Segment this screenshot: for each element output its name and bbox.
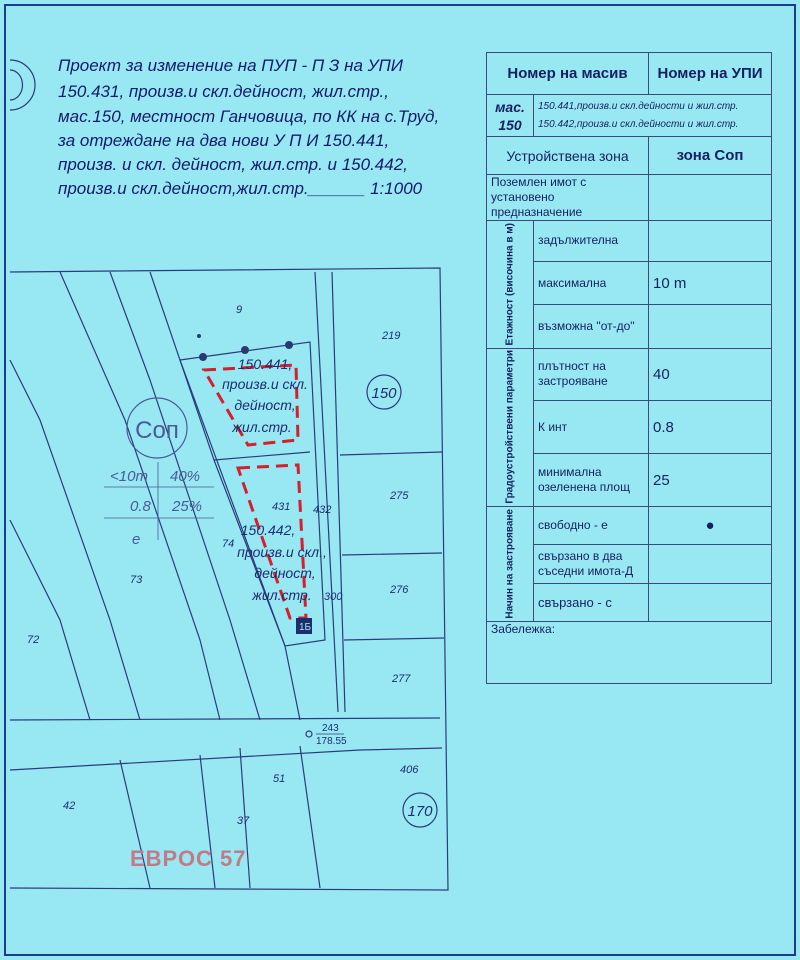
floors-max-label: максимална <box>534 261 649 304</box>
zone-density: 40% <box>170 468 201 485</box>
massif-150-label: 150 <box>371 385 397 402</box>
green-label: минимална озеленена площ <box>534 454 649 507</box>
parcel-73: 73 <box>130 574 143 586</box>
parcel-72: 72 <box>27 634 40 646</box>
parcel-37: 37 <box>237 815 250 827</box>
massif-cell <box>487 95 534 137</box>
parcel-74: 74 <box>222 538 235 550</box>
map-border <box>10 268 448 890</box>
parameters-table <box>486 52 772 684</box>
boundary-point <box>285 341 293 349</box>
note-cell: Забележка: <box>487 621 772 683</box>
plot-441-label-1: 150.441, <box>237 356 293 372</box>
title-line-5: произв. и скл. дейност, жил.стр. и 150.442, <box>58 155 408 174</box>
density-value: 40 <box>649 348 772 401</box>
method-linked-label: свързано - с <box>534 583 649 621</box>
plot-441-label-2: произв.и скл. <box>222 376 308 392</box>
title-line-2: 150.431, произв.и скл.дейност, жил.стр., <box>58 82 389 101</box>
col-array-header: Номер на масив <box>487 53 649 95</box>
plot-441-label-3: дейност, <box>234 397 296 413</box>
parcel-9: 9 <box>236 304 243 316</box>
green-value: 25 <box>649 454 772 507</box>
land-purpose-value <box>649 175 772 221</box>
plot-442-label-2: произв.и скл., <box>237 544 327 560</box>
parcel-219: 219 <box>382 330 401 342</box>
road-upper-edge <box>10 718 440 720</box>
col-upi-header: Номер на УПИ <box>649 53 772 95</box>
floors-mandatory-value <box>649 221 772 262</box>
elevation-number: 243 <box>322 723 339 734</box>
floors-range-value <box>649 305 772 348</box>
title-line-4: за отреждане на два нови У П И 150.441, <box>58 131 390 150</box>
method-linked-value <box>649 583 772 621</box>
boundary-point <box>197 334 201 338</box>
title-line-6: произв.и скл.дейност,жил.стр.______ 1:1000 <box>58 179 423 198</box>
svg-text:1Б: 1Б <box>299 622 312 633</box>
zone-method: е <box>132 531 141 548</box>
kint-value: 0.8 <box>649 401 772 454</box>
group-floors: Етажност (височина в м) <box>487 221 534 349</box>
plot-442-label-3: дейност, <box>254 565 316 581</box>
title-line-1: Проект за изменение на ПУП - П З на УПИ <box>58 56 403 75</box>
upi-entry-1: 150.441,произв.и скл.дейности и жил.стр. <box>538 100 739 112</box>
group-params: Градоустройствени параметри <box>487 348 534 507</box>
method-two-label: свързано в два съседни имота-Д <box>534 545 649 583</box>
upi-entry-2: 150.442,произв.и скл.дейности и жил.стр. <box>538 118 739 130</box>
zone-label: Соп <box>135 417 179 444</box>
parcel-51: 51 <box>273 773 286 785</box>
zone-kint: 0.8 <box>130 498 151 515</box>
parcel-275: 275 <box>390 490 409 502</box>
parcel-406: 406 <box>400 764 419 776</box>
plot-442-label-4: жил.стр. <box>252 587 312 603</box>
parcel-277: 277 <box>392 673 411 685</box>
massif-170-label: 170 <box>407 803 433 820</box>
upi-list-cell <box>534 95 772 137</box>
density-label: плътност на застрояване <box>534 348 649 401</box>
land-purpose-cell: Поземлен имот с установено предназначение <box>487 175 649 221</box>
group-method: Начин на застрояване <box>487 507 534 622</box>
floors-mandatory-label: задължителна <box>534 221 649 262</box>
plot-441-label-4: жил.стр. <box>232 419 292 435</box>
boundary-point <box>199 353 207 361</box>
parcel-42: 42 <box>63 800 76 812</box>
boundary-point <box>241 346 249 354</box>
method-free-label: свободно - е <box>534 507 649 545</box>
floors-range-label: възможна "от-до" <box>534 305 649 348</box>
parcel-431: 431 <box>272 501 291 513</box>
zone-value-cell: зона Соп <box>649 137 772 175</box>
plot-442-label-1: 150.442, <box>240 522 296 538</box>
zone-green: 25% <box>172 498 203 515</box>
title-line-3: мас.150, местност Ганчовица, по КК на с.Труд, <box>58 107 440 126</box>
floors-max-value: 10 m <box>649 261 772 304</box>
watermark: ЕВРОС 57 <box>130 846 247 871</box>
massif-label: мас. <box>495 98 525 115</box>
zone-label-cell: Устройствена зона <box>487 137 649 175</box>
elevation-point-icon <box>306 731 312 737</box>
elevation-value: 178.55 <box>316 736 347 747</box>
parcel-432: 432 <box>313 504 332 516</box>
method-free-mark: ● <box>649 507 772 545</box>
parcel-300: 300 <box>324 591 343 603</box>
zone-height: <10m <box>110 468 148 485</box>
plot-divider <box>214 452 310 460</box>
road-lower-edge <box>10 748 442 770</box>
parcel-276: 276 <box>390 584 409 596</box>
kint-label: К инт <box>534 401 649 454</box>
massif-number: 150 <box>498 116 522 133</box>
method-two-value <box>649 545 772 583</box>
